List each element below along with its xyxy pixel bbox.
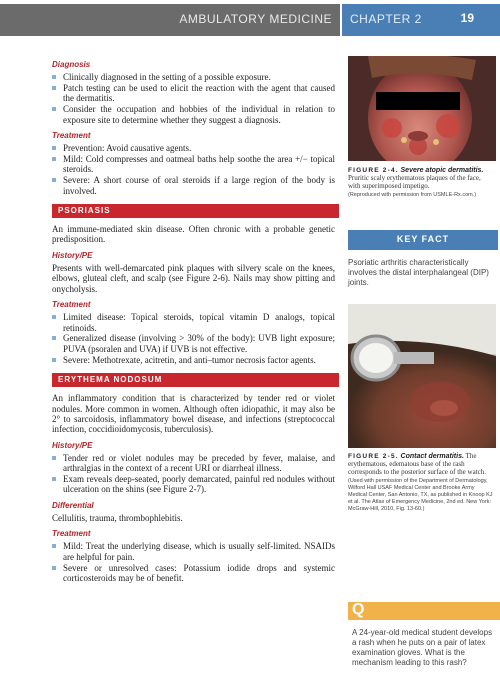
figure-text: The erythematous, edematous base of the rash corresponds to the posterior surface of the watch.	[348, 452, 487, 477]
header-chapter-band	[342, 4, 500, 36]
key-fact-label: KEY FACT	[396, 234, 450, 244]
diagnosis-heading: Diagnosis	[52, 60, 91, 69]
history-heading: History/PE	[52, 440, 93, 450]
list-item: Exam reveals deep-seated, poorly demarcated, painful red nodules without ulceration on the shins (see Figure 2-7).	[52, 474, 335, 495]
figure-label: FIGURE 2-5.	[348, 453, 399, 460]
chapter-label: CHAPTER 2	[350, 12, 422, 26]
figure-2-5-photo	[348, 304, 496, 448]
list-item: Prevention: Avoid causative agents.	[52, 143, 335, 153]
history-heading: History/PE	[52, 250, 93, 260]
erythema-section-bar: ERYTHEMA NODOSUM	[52, 373, 339, 387]
figure-credit: (Reproduced with permission from USMLE-Rx.com.)	[348, 191, 477, 198]
treatment-heading: Treatment	[52, 131, 91, 141]
list-item: Clinically diagnosed in the setting of a possible exposure.	[52, 72, 335, 82]
list-item: Limited disease: Topical steroids, topical vitamin D analogs, topical retinoids.	[52, 312, 335, 333]
question-letter: Q	[352, 601, 365, 618]
key-fact-text: Psoriatic arthritis characteristically involves the distal interphalangeal (DIP) joints.	[348, 258, 489, 287]
question-banner	[348, 602, 500, 620]
child-face-photo	[348, 56, 496, 161]
figure-2-4-photo	[348, 56, 496, 161]
list-item: Mild: Cold compresses and oatmeal baths help soothe the area +/− topical steroids.	[52, 154, 335, 175]
figure-label: FIGURE 2-4.	[348, 167, 399, 174]
treatment-heading: Treatment	[52, 300, 91, 310]
page-number: 19	[460, 11, 474, 25]
list-item: Severe: A short course of oral steroids if a large region of the body is involved.	[52, 175, 335, 196]
list-item: Severe or unresolved cases: Potassium iodide drops and systemic corticosteroids may be of benefit.	[52, 563, 335, 584]
figure-title: Contact dermatitis.	[400, 453, 464, 460]
wrist-watch-photo	[348, 304, 496, 448]
list-item: Tender red or violet nodules may be preceded by fever, malaise, and arthralgias in the context of a recent URI or diarrheal illness.	[52, 453, 335, 474]
figure-2-5-caption	[348, 452, 493, 513]
psoriasis-treatment-list	[52, 312, 335, 365]
list-item: Severe: Methotrexate, acitretin, and anti–tumor necrosis factor agents.	[52, 355, 335, 365]
figure-text: Pruritic scaly erythematous plaques of the face, with superimposed impetigo.	[348, 174, 481, 191]
list-item: Patch testing can be used to elicit the reaction with the agent that caused the dermatitis.	[52, 83, 335, 104]
differential-heading: Differential	[52, 500, 94, 510]
figure-credit: (Used with permission of the Department of Dermatology, Wilford Hall USAF Medical Center and Brooke Army Medical Center, San Antonio, TX, as published in Knoop KJ et al. The Atlas of Emergency Medicine, 2nd ed. New York: McGraw-Hill, 2010, Fig. 13-60.)	[348, 477, 493, 512]
question-text: A 24-year-old medical student develops a rash when he puts on a pair of latex examination gloves. What is the mechanism leading to this rash?	[352, 628, 493, 667]
erythema-differential: Cellulitis, trauma, thrombophlebitis.	[52, 512, 183, 523]
main-column	[52, 54, 335, 587]
list-item: Consider the occupation and hobbies of the individual in relation to exposure site to determine whether they suggest a diagnosis.	[52, 104, 335, 125]
erythema-intro: An inflammatory condition that is characterized by tender red or violet nodules. More common in women. Although often idiopathic, it may also be 2° to sarcoidosis, inflammatory bowel disease, and infections (streptococcal infection, coccidioidomycosis, tuberculosis).	[52, 393, 335, 435]
figure-2-4-caption	[348, 166, 493, 199]
list-item: Mild: Treat the underlying disease, which is usually self-limited. NSAIDs are helpful for pain.	[52, 541, 335, 562]
diagnosis-list	[52, 72, 335, 125]
erythema-treatment-list	[52, 541, 335, 583]
treatment-heading: Treatment	[52, 529, 91, 539]
page-header	[0, 0, 500, 36]
figure-title: Severe atopic dermatitis.	[400, 167, 484, 174]
erythema-history-list	[52, 453, 335, 495]
psoriasis-history: Presents with well-demarcated pink plaques with silvery scale on the knees, elbows, gluteal cleft, and scalp (see Figure 2-6). Nails may show pitting and onycholysis.	[52, 262, 335, 294]
key-fact-banner	[348, 230, 498, 250]
treatment-list	[52, 143, 335, 196]
header-section-band	[0, 4, 340, 36]
section-title: AMBULATORY MEDICINE	[179, 12, 332, 26]
list-item: Generalized disease (involving > 30% of the body): UVB light exposure; PUVA (psoralen and UVA) if UVB is not effective.	[52, 333, 335, 354]
psoriasis-intro: An immune-mediated skin disease. Often chronic with a probable genetic predisposition.	[52, 224, 335, 245]
psoriasis-section-bar: PSORIASIS	[52, 204, 339, 218]
